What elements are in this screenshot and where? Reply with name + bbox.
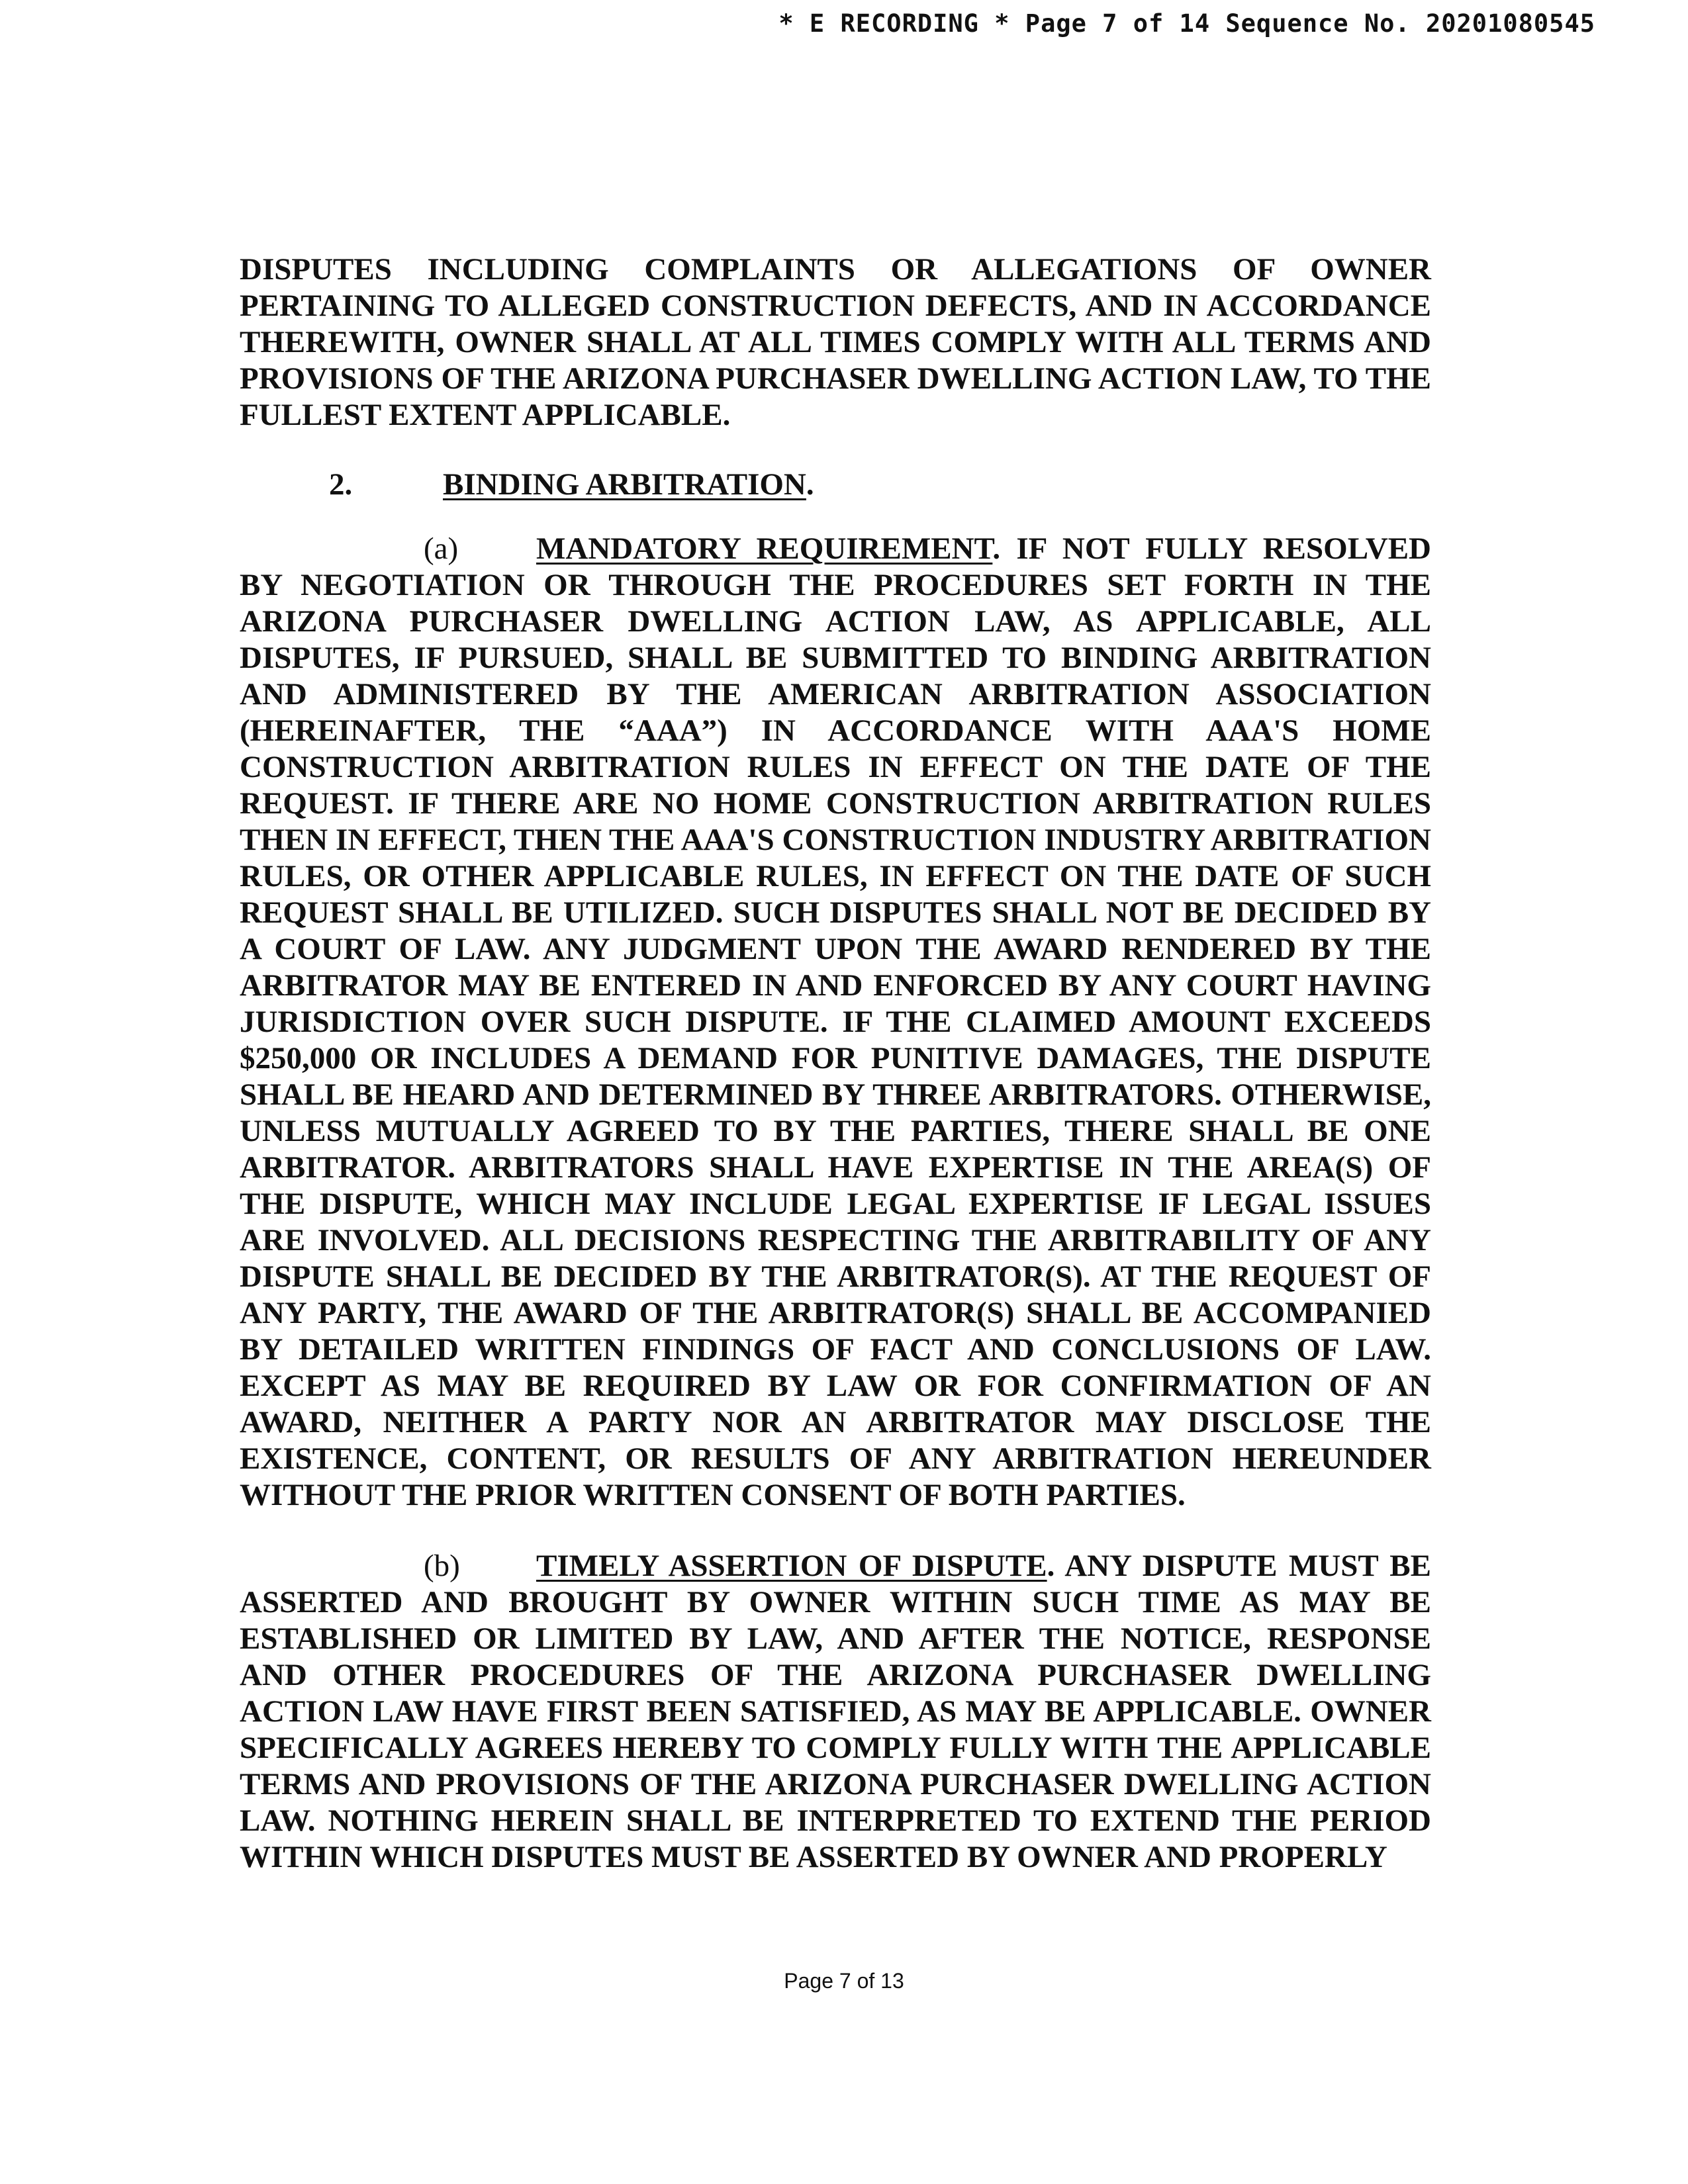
subsection-b (240, 1548, 1431, 1876)
subsection-text: . IF NOT FULLY RESOLVED BY NEGOTIATION OR THROUGH THE PROCEDURES SET FORTH IN THE ARIZONA PURCHASER DWELLING ACTION LAW, AS APPLICABLE, ALL DISPUTES, IF PURSUED, SHALL BE SUBMITTED TO BINDING ARBITRATION AND ADMINISTERED BY THE AMERICAN ARBITRATION ASSOCIATION (HEREINAFTER, THE “AAA”) IN ACCORDANCE WITH AAA'S HOME CONSTRUCTION ARBITRATION RULES IN EFFECT ON THE DATE OF THE REQUEST. IF THERE ARE NO HOME CONSTRUCTION ARBITRATION RULES THEN IN EFFECT, THEN THE AAA'S CONSTRUCTION INDUSTRY ARBITRATION RULES, OR OTHER APPLICABLE RULES, IN EFFECT ON THE DATE OF SUCH REQUEST SHALL BE UTILIZED. SUCH DISPUTES SHALL NOT BE DECIDED BY A COURT OF LAW. ANY JUDGMENT UPON THE AWARD RENDERED BY THE ARBITRATOR MAY BE ENTERED IN AND ENFORCED BY ANY COURT HAVING JURISDICTION OVER SUCH DISPUTE. IF THE CLAIMED AMOUNT EXCEEDS $250,000 OR INCLUDES A DEMAND FOR PUNITIVE DAMAGES, THE DISPUTE SHALL BE HEARD AND DETERMINED BY THREE ARBITRATORS. OTHERWISE, UNLESS MUTUALLY AGREED TO BY THE PARTIES, THERE SHALL BE ONE ARBITRATOR. ARBITRATORS SHALL HAVE EXPERTISE IN THE AREA(S) OF THE DISPUTE, WHICH MAY INCLUDE LEGAL EXPERTISE IF LEGAL ISSUES ARE INVOLVED. ALL DECISIONS RESPECTING THE ARBITRABILITY OF ANY DISPUTE SHALL BE DECIDED BY THE ARBITRATOR(S). AT THE REQUEST OF ANY PARTY, THE AWARD OF THE ARBITRATOR(S) SHALL BE ACCOMPANIED BY DETAILED WRITTEN FINDINGS OF FACT AND CONCLUSIONS OF LAW. EXCEPT AS MAY BE REQUIRED BY LAW OR FOR CONFIRMATION OF AN AWARD, NEITHER A PARTY NOR AN ARBITRATOR MAY DISCLOSE THE EXISTENCE, CONTENT, OR RESULTS OF ANY ARBITRATION HEREUNDER WITHOUT THE PRIOR WRITTEN CONSENT OF BOTH PARTIES. (240, 531, 1431, 1512)
subsection-label: (b) (424, 1549, 460, 1583)
subsection-heading: TIMELY ASSERTION OF DISPUTE (536, 1549, 1047, 1583)
section-title: BINDING ARBITRATION (443, 467, 806, 502)
document-body (240, 251, 1431, 1910)
intro-paragraph: DISPUTES INCLUDING COMPLAINTS OR ALLEGATIONS OF OWNER PERTAINING TO ALLEGED CONSTRUCTION DEFECTS, AND IN ACCORDANCE THEREWITH, OWNER SHALL AT ALL TIMES COMPLY WITH ALL TERMS AND PROVISIONS OF THE ARIZONA PURCHASER DWELLING ACTION LAW, TO THE FULLEST EXTENT APPLICABLE. (240, 252, 1431, 432)
section-number: 2. (329, 467, 353, 502)
section-title-suffix: . (806, 467, 814, 502)
recording-stamp: * E RECORDING * Page 7 of 14 Sequence No. 20201080545 (778, 9, 1595, 38)
subsection-heading: MANDATORY REQUIREMENT (536, 531, 993, 566)
subsection-label: (a) (424, 531, 459, 566)
page-number: Page 7 of 13 (784, 1969, 904, 1993)
section-heading (240, 467, 1431, 503)
subsection-a (240, 531, 1431, 1514)
subsection-text: . ANY DISPUTE MUST BE ASSERTED AND BROUGHT BY OWNER WITHIN SUCH TIME AS MAY BE ESTABLISHED OR LIMITED BY LAW, AND AFTER THE NOTICE, RESPONSE AND OTHER PROCEDURES OF THE ARIZONA PURCHASER DWELLING ACTION LAW HAVE FIRST BEEN SATISFIED, AS MAY BE APPLICABLE. OWNER SPECIFICALLY AGREES HEREBY TO COMPLY FULLY WITH THE APPLICABLE TERMS AND PROVISIONS OF THE ARIZONA PURCHASER DWELLING ACTION LAW. NOTHING HEREIN SHALL BE INTERPRETED TO EXTEND THE PERIOD WITHIN WHICH DISPUTES MUST BE ASSERTED BY OWNER AND PROPERLY (240, 1549, 1431, 1874)
